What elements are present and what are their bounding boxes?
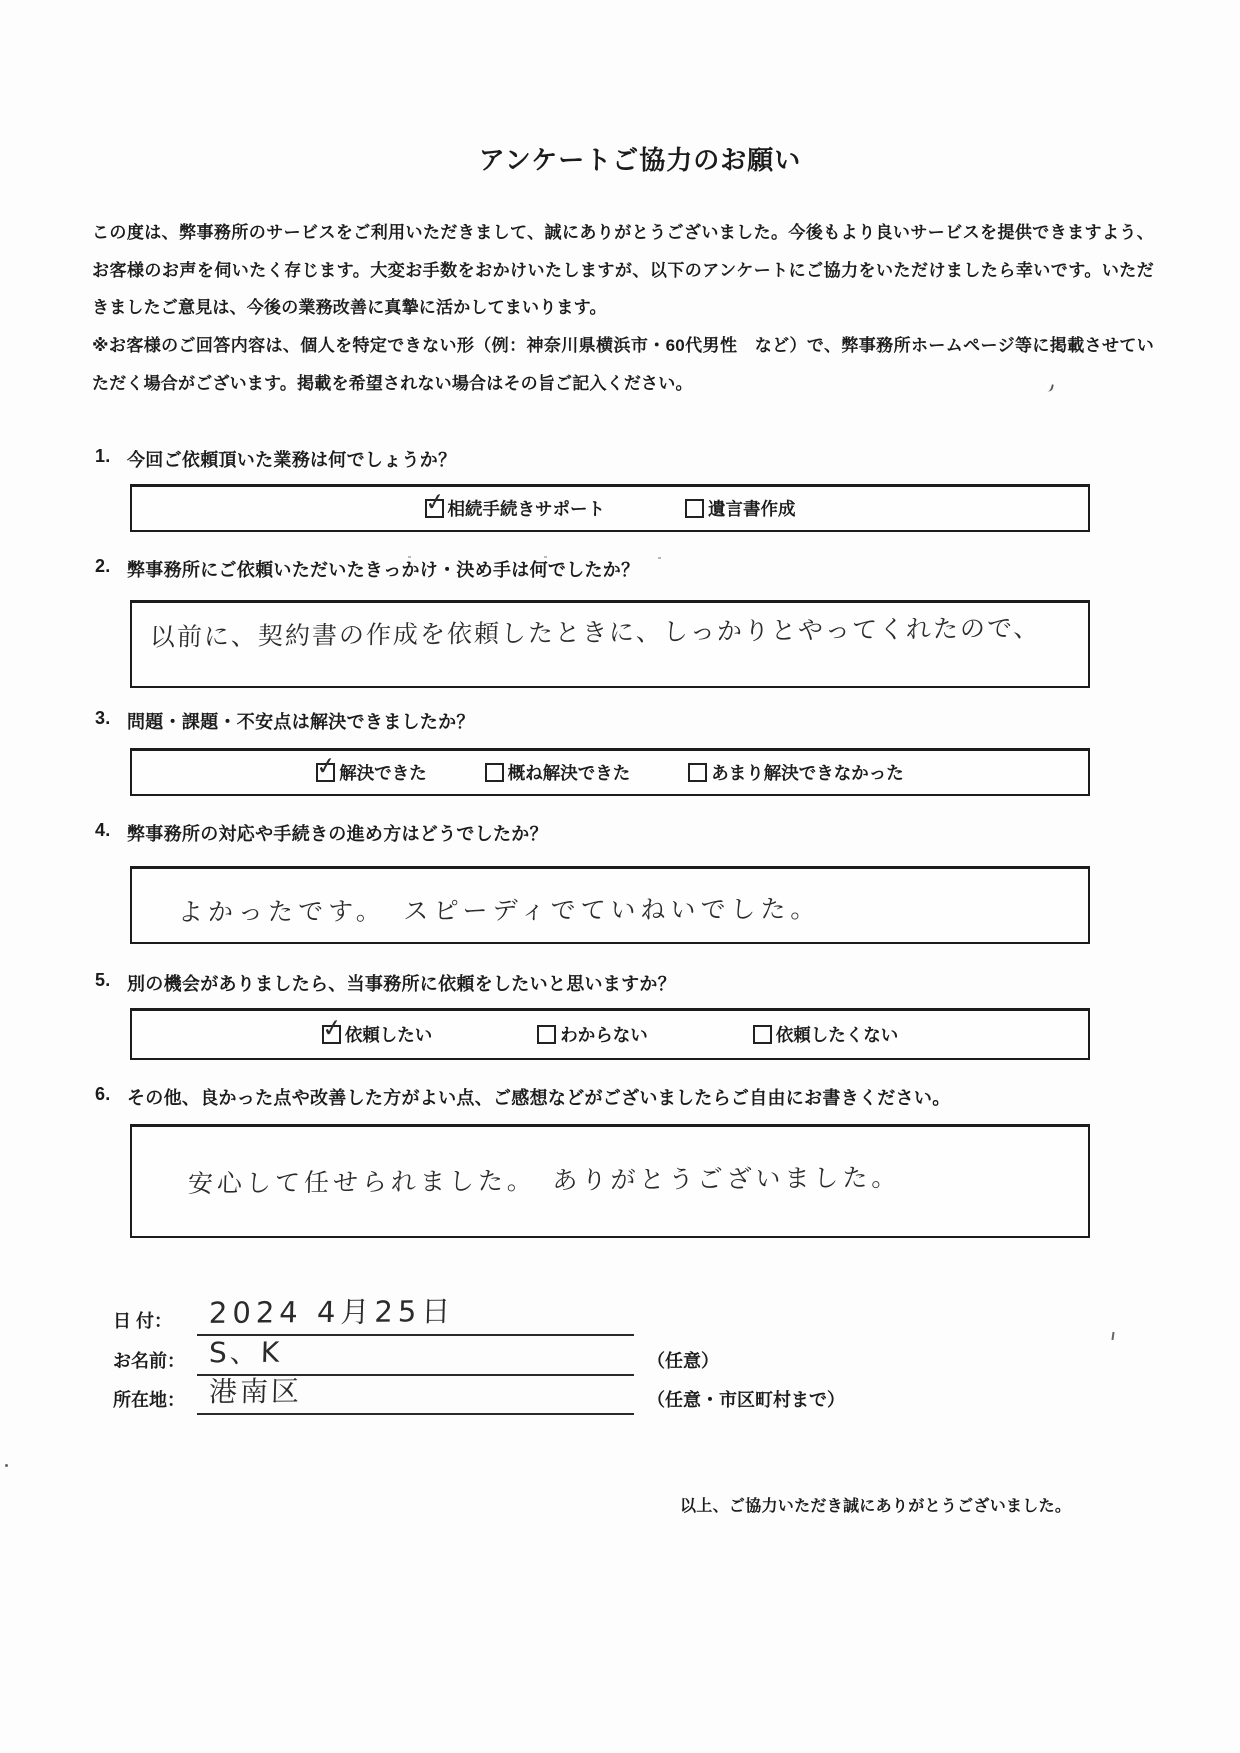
handwritten-answer: よかったです。 スピーディでていねいでした。 <box>177 894 821 927</box>
option-irai-shitakunai <box>753 1022 899 1047</box>
location-note: （任意・市区町村まで） <box>647 1390 845 1410</box>
scan-artifact <box>1111 1332 1114 1340</box>
checkbox-icon <box>688 763 707 782</box>
checkbox-icon <box>753 1025 772 1044</box>
question-5-text: 別の機会がありましたら、当事務所に依頼をしたいと思いますか？ <box>127 974 676 994</box>
intro-paragraph: この度は、弊事務所のサービスをご利用いただきまして、誠にありがとうございました。今後もより良いサービスを提供できますよう、お客様のお声を伺いたく存じます。大変お手数をおかけいたしますが、以下のアンケートにご協力をいただけましたら幸いです。いただきましたご意見は、今後の業務改善に真摯に活かしてまいります。 <box>92 223 1154 317</box>
question-5-number: 5. <box>95 970 111 990</box>
checkbox-icon <box>422 486 447 518</box>
option-wakaranai <box>537 1022 648 1047</box>
option-label: 相続手続きサポート <box>447 499 605 519</box>
option-label: 遺言書作成 <box>708 499 796 519</box>
name-label: お名前： <box>113 1351 185 1371</box>
scan-artifact <box>5 1464 8 1467</box>
question-6-number: 6. <box>95 1084 111 1104</box>
question-5-options-box <box>130 1008 1090 1060</box>
handwritten-answer: 以前に、契約書の作成を依頼したときに、しっかりとやってくれたので、 <box>149 613 1041 652</box>
question-1-options <box>132 487 1088 530</box>
date-label: 日 付： <box>113 1311 173 1331</box>
date-field-row <box>113 1294 647 1336</box>
question-2-answer-box <box>130 600 1090 688</box>
question-4-number: 4. <box>95 820 111 840</box>
handwritten-check-icon: ✓ <box>422 486 447 518</box>
question-3-options <box>132 751 1088 794</box>
scan-artifact <box>544 556 547 558</box>
checkbox-icon <box>319 1012 344 1044</box>
option-yuigonsho-sakusei <box>685 496 796 521</box>
handwritten-check-icon: ✓ <box>314 750 339 782</box>
option-label: わからない <box>560 1025 648 1045</box>
option-label: あまり解決できなかった <box>711 763 904 783</box>
question-3-options-box <box>130 748 1090 796</box>
option-label: 依頼したくない <box>775 1025 899 1045</box>
handwritten-location: 港南区 <box>208 1374 303 1409</box>
location-field-row <box>113 1374 845 1415</box>
option-label: 解決できた <box>339 763 427 783</box>
question-1-header <box>95 446 1145 472</box>
option-souzoku-support <box>422 486 606 521</box>
handwritten-answer: 安心して任せられました。 ありがとうございました。 <box>187 1162 901 1199</box>
question-3-header <box>95 708 1145 734</box>
handwritten-date: 2024 4月25日 <box>208 1294 456 1330</box>
question-6-header <box>95 1084 1145 1110</box>
question-4-text: 弊事務所の対応や手続きの進め方はどうでしたか？ <box>127 824 548 844</box>
name-note: （任意） <box>647 1351 719 1371</box>
question-4-answer-box <box>130 866 1090 944</box>
checkbox-icon <box>485 763 504 782</box>
question-2-text: 弊事務所にご依頼いただいたきっかけ・決め手は何でしたか？ <box>127 560 640 580</box>
question-2-number: 2. <box>95 556 111 576</box>
closing-thanks-line: 以上、ご協力いただき誠にありがとうございました。 <box>680 1498 1072 1515</box>
scan-artifact <box>408 556 411 558</box>
question-4-header <box>95 820 1145 846</box>
location-label: 所在地： <box>113 1390 185 1410</box>
question-5-header <box>95 970 1145 996</box>
handwritten-name: S、K <box>208 1335 283 1370</box>
question-5-options <box>132 1011 1088 1058</box>
option-amari-kaiketsu-dekinakatta <box>688 760 904 785</box>
name-field-row <box>113 1335 719 1376</box>
question-6-text: その他、良かった点や改善した方がよい点、ご感想などがございましたらご自由にお書きください。 <box>127 1088 951 1108</box>
checkbox-icon <box>537 1025 556 1044</box>
page-title: アンケートご協力のお願い <box>478 145 802 175</box>
question-1-number: 1. <box>95 446 111 466</box>
question-1-options-box <box>130 484 1090 532</box>
question-6-answer-box <box>130 1124 1090 1238</box>
question-2-header <box>95 556 1145 582</box>
option-oomune-kaiketsu <box>485 760 631 785</box>
handwritten-check-icon: ✓ <box>319 1012 344 1044</box>
question-3-number: 3. <box>95 708 111 728</box>
checkbox-icon <box>685 499 704 518</box>
option-label: 概ね解決できた <box>507 763 631 783</box>
location-underline <box>197 1374 634 1415</box>
question-1-text: 今回ご依頼頂いた業務は何でしょうか？ <box>127 450 457 470</box>
checkbox-icon <box>314 750 339 782</box>
question-3-text: 問題・課題・不安点は解決できましたか？ <box>127 712 475 732</box>
scan-artifact <box>658 557 661 559</box>
option-irai-shitai <box>319 1012 433 1047</box>
option-kaiketsu-dekita <box>314 750 427 785</box>
option-label: 依頼したい <box>344 1025 433 1045</box>
privacy-notice-paragraph: ※お客様のご回答内容は、個人を特定できない形（例：神奈川県横浜市・60代男性 など）で、弊事務所ホームページ等に掲載させていただく場合がございます。掲載を希望されない場合はその旨ご記入ください。 <box>92 336 1154 393</box>
